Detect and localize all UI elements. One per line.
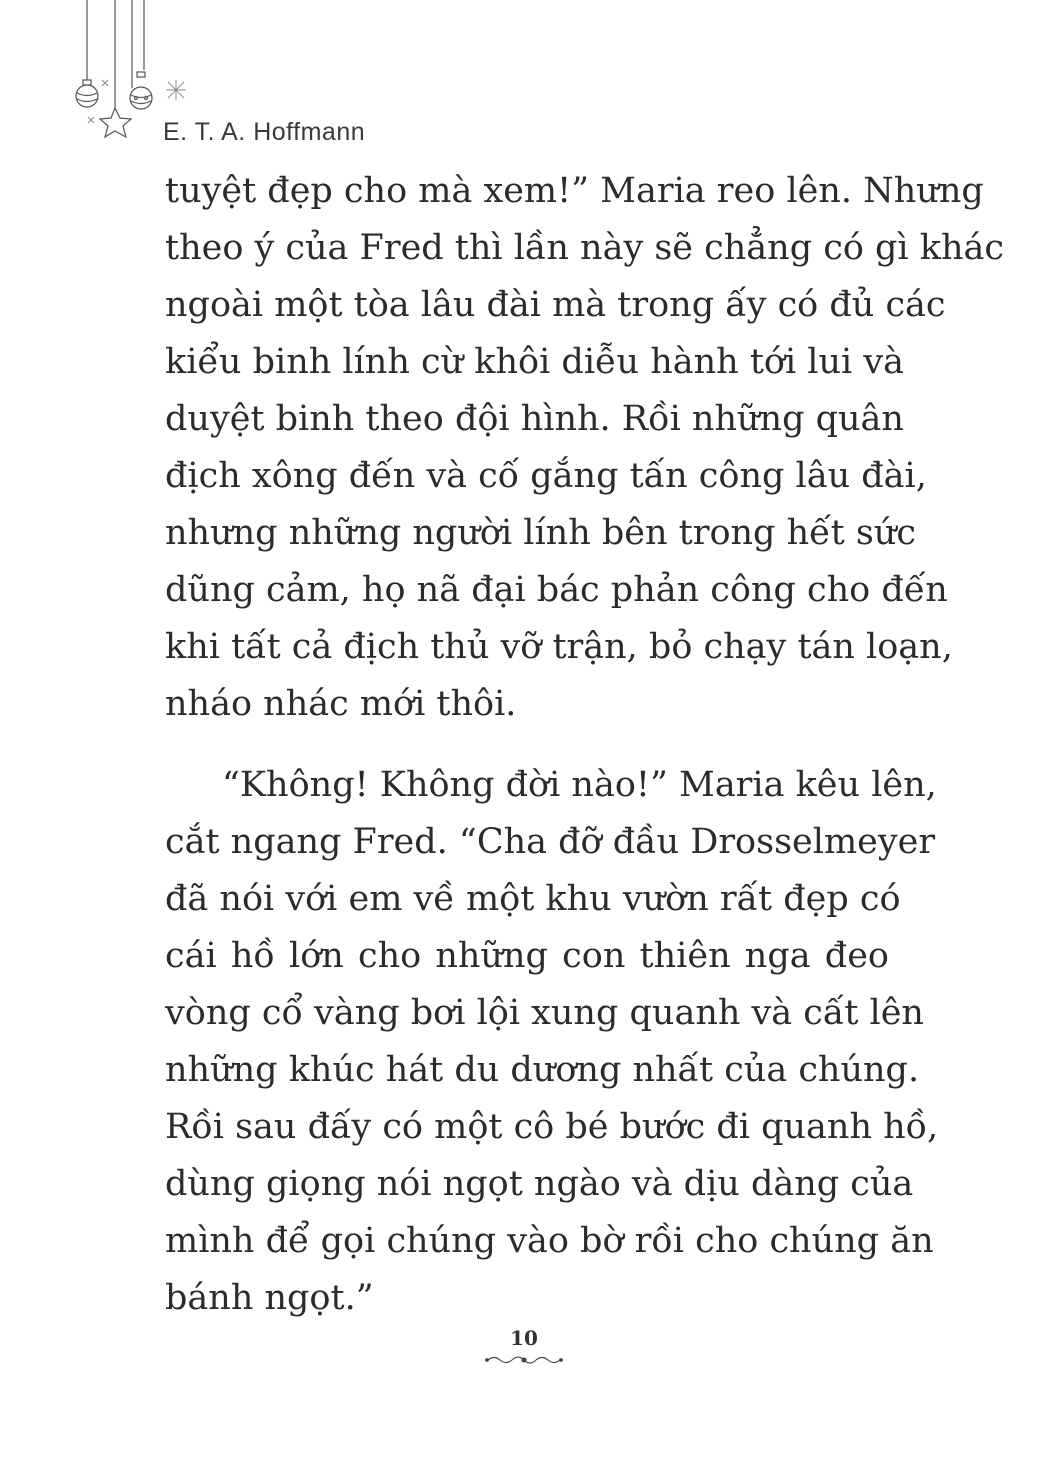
text-line: ngoài một tòa lâu đài mà trong ấy có đủ các: [165, 285, 946, 325]
text-line: vòng cổ vàng bơi lội xung quanh và cất lên: [165, 993, 924, 1033]
text-line: khi tất cả địch thủ vỡ trận, bỏ chạy tán loạn,: [165, 627, 953, 667]
text-line: cắt ngang Fred. “Cha đỡ đầu Drosselmeyer: [165, 822, 936, 862]
paragraph-1: [165, 163, 1004, 733]
text-line: dùng giọng nói ngọt ngào và dịu dàng của: [165, 1164, 914, 1204]
text-line: kiểu binh lính cừ khôi diễu hành tới lui và: [165, 342, 904, 382]
text-line: nhưng những người lính bên trong hết sức: [165, 513, 916, 553]
page-number: 10: [510, 1326, 538, 1350]
text-line: mình để gọi chúng vào bờ rồi cho chúng ăn: [165, 1221, 934, 1261]
text-line: tuyệt đẹp cho mà xem!” Maria reo lên. Nhưng: [165, 171, 984, 211]
decorative-flourish-icon: [484, 1350, 564, 1370]
text-line: dũng cảm, họ nã đại bác phản công cho đến: [165, 570, 948, 610]
text-line: duyệt binh theo đội hình. Rồi những quân: [165, 399, 904, 439]
text-line: “Không! Không đời nào!” Maria kêu lên,: [222, 765, 937, 805]
text-line: những khúc hát du dương nhất của chúng.: [165, 1050, 920, 1090]
text-line: cái hồ lớn cho những con thiên nga đeo: [165, 936, 889, 976]
text-line: đã nói với em về một khu vườn rất đẹp có: [165, 879, 901, 919]
text-line: theo ý của Fred thì lần này sẽ chẳng có gì khác: [165, 228, 1004, 268]
text-line: Rồi sau đấy có một cô bé bước đi quanh hồ,: [165, 1107, 939, 1147]
text-line: bánh ngọt.”: [165, 1278, 374, 1318]
paragraph-2: [165, 757, 939, 1327]
text-line: địch xông đến và cố gắng tấn công lâu đài,: [165, 456, 927, 496]
text-line: nháo nhác mới thôi.: [165, 684, 517, 724]
running-header-author: E. T. A. Hoffmann: [163, 118, 366, 146]
